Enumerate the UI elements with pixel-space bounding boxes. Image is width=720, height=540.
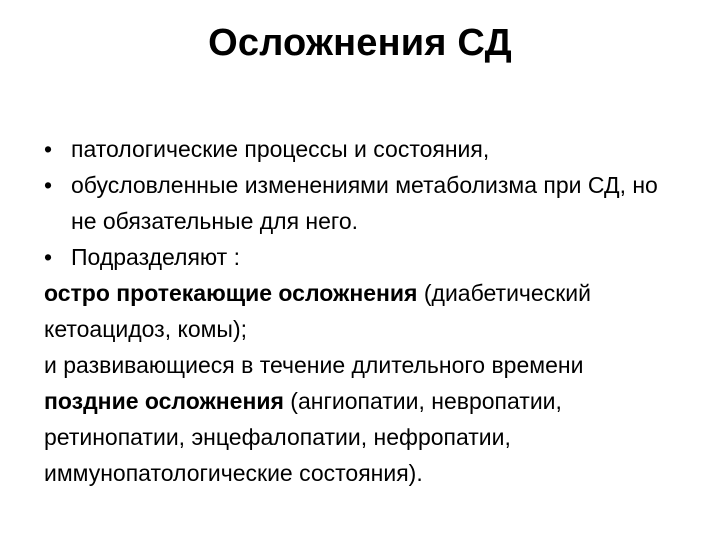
slide-title: Осложнения СД [208,22,512,64]
acute-complications-paragraph [44,275,684,347]
late-complications-term: поздние осложнения [44,388,284,414]
bullet-text: патологические процессы и состояния, [71,136,490,162]
late-complications-examples: (ангиопатии, невропатии, ретинопатии, энцефалопатии, нефропатии, иммунопатологические состояния). [44,388,562,486]
bullet-list [44,131,684,275]
acute-complications-examples: (диабетический кетоацидоз, комы); [44,280,591,342]
bullet-item [44,167,684,239]
bullet-icon: • [44,244,53,270]
chronic-intro-text: и развивающиеся в течение длительного времени [44,352,584,378]
bullet-item [44,131,684,167]
bullet-item [44,239,684,275]
bullet-text: обусловленные изменениями метаболизма при СД, но не обязательные для него. [71,172,658,234]
bullet-icon: • [44,136,53,162]
slide-content [44,131,684,491]
bullet-text: Подразделяют : [71,244,240,270]
bullet-icon: • [44,172,53,198]
late-complications-paragraph [44,383,684,491]
acute-complications-term: остро протекающие осложнения [44,280,418,306]
